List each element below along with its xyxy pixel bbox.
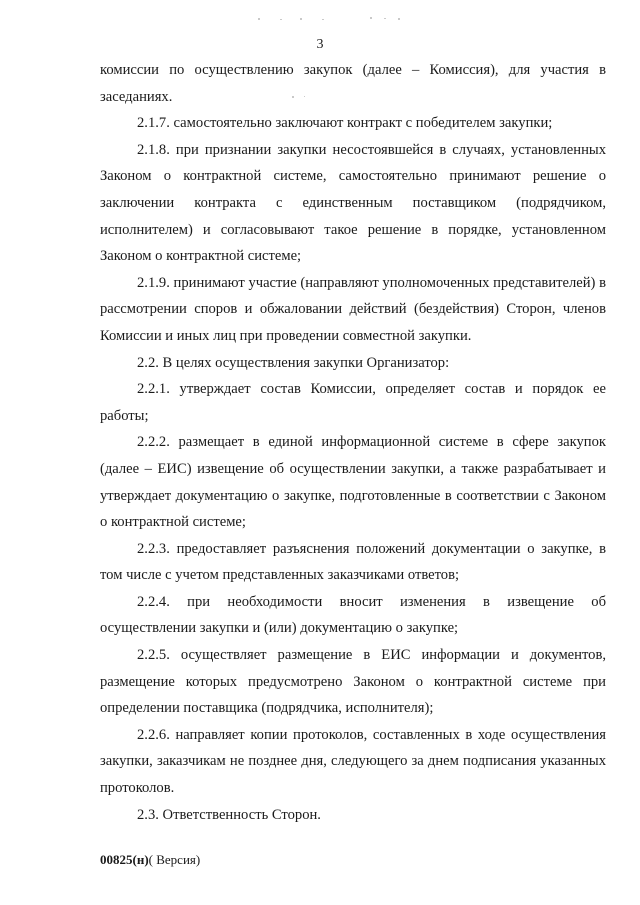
page-number: 3 bbox=[316, 37, 324, 52]
paragraph-2-1-9: 2.1.9. принимают участие (направляют уполномоченных представителей) в рассмотрении споров и обжаловании действий (бездействия) Сторон, членов Комиссии и иных лиц при проведении совместной закупки. bbox=[100, 274, 606, 344]
paragraph-2-2: 2.2. В целях осуществления закупки Организатор: bbox=[137, 354, 450, 371]
scan-speck bbox=[322, 19, 324, 20]
footer-document-code bbox=[100, 852, 200, 868]
footer-version: ( Версия) bbox=[148, 852, 201, 867]
scan-speck bbox=[280, 19, 282, 20]
scan-speck bbox=[300, 18, 302, 20]
paragraph-2-2-3: 2.2.3. предоставляет разъяснения положений документации о закупке, в том числе с учетом представленных заказчиками ответов; bbox=[100, 540, 606, 584]
paragraph-2-2-1: 2.2.1. утверждает состав Комиссии, определяет состав и порядок ее работы; bbox=[100, 381, 606, 424]
paragraph-2-2-2: 2.2.2. размещает в единой информационной системе в сфере закупок (далее – ЕИС) извещение об осуществлении закупки, а также разрабатывает и утверждает документацию о закупке, подготовленные в соответствии с Законом о контрактной системе; bbox=[100, 434, 606, 531]
scan-speck bbox=[398, 18, 400, 20]
scan-speck bbox=[370, 17, 372, 19]
paragraph-2-2-5: 2.2.5. осуществляет размещение в ЕИС информации и документов, размещение которых предусмотрено Законом о контрактной системе при определении поставщика (подрядчика, исполнителя); bbox=[100, 647, 606, 717]
paragraph-2-2-6: 2.2.6. направляет копии протоколов, составленных в ходе осуществления закупки, заказчикам не позднее дня, следующего за днем подписания указанных протоколов. bbox=[100, 726, 606, 797]
document-body bbox=[100, 57, 606, 828]
scan-speck bbox=[258, 18, 260, 20]
paragraph-commission-continuation: комиссии по осуществлению закупок (далее – Комиссия), для участия в заседаниях. bbox=[100, 62, 606, 105]
paragraph-2-2-4: 2.2.4. при необходимости вносит изменения в извещение об осуществлении закупки и (или) документацию о закупке; bbox=[100, 593, 606, 637]
paragraph-2-1-7: 2.1.7. самостоятельно заключают контракт с победителем закупки; bbox=[137, 115, 553, 132]
footer-code: 00825(н) bbox=[100, 852, 149, 867]
paragraph-2-1-8: 2.1.8. при признании закупки несостоявшейся в случаях, установленных Законом о контрактной системе, самостоятельно принимают решение о заключении контракта с единственным поставщиком (подрядчиком, исполнителем) и согласовывают такое решение в порядке, установленном Законом о контрактной системе; bbox=[100, 141, 606, 265]
scan-speck bbox=[384, 18, 386, 19]
paragraph-2-3: 2.3. Ответственность Сторон. bbox=[137, 806, 321, 823]
